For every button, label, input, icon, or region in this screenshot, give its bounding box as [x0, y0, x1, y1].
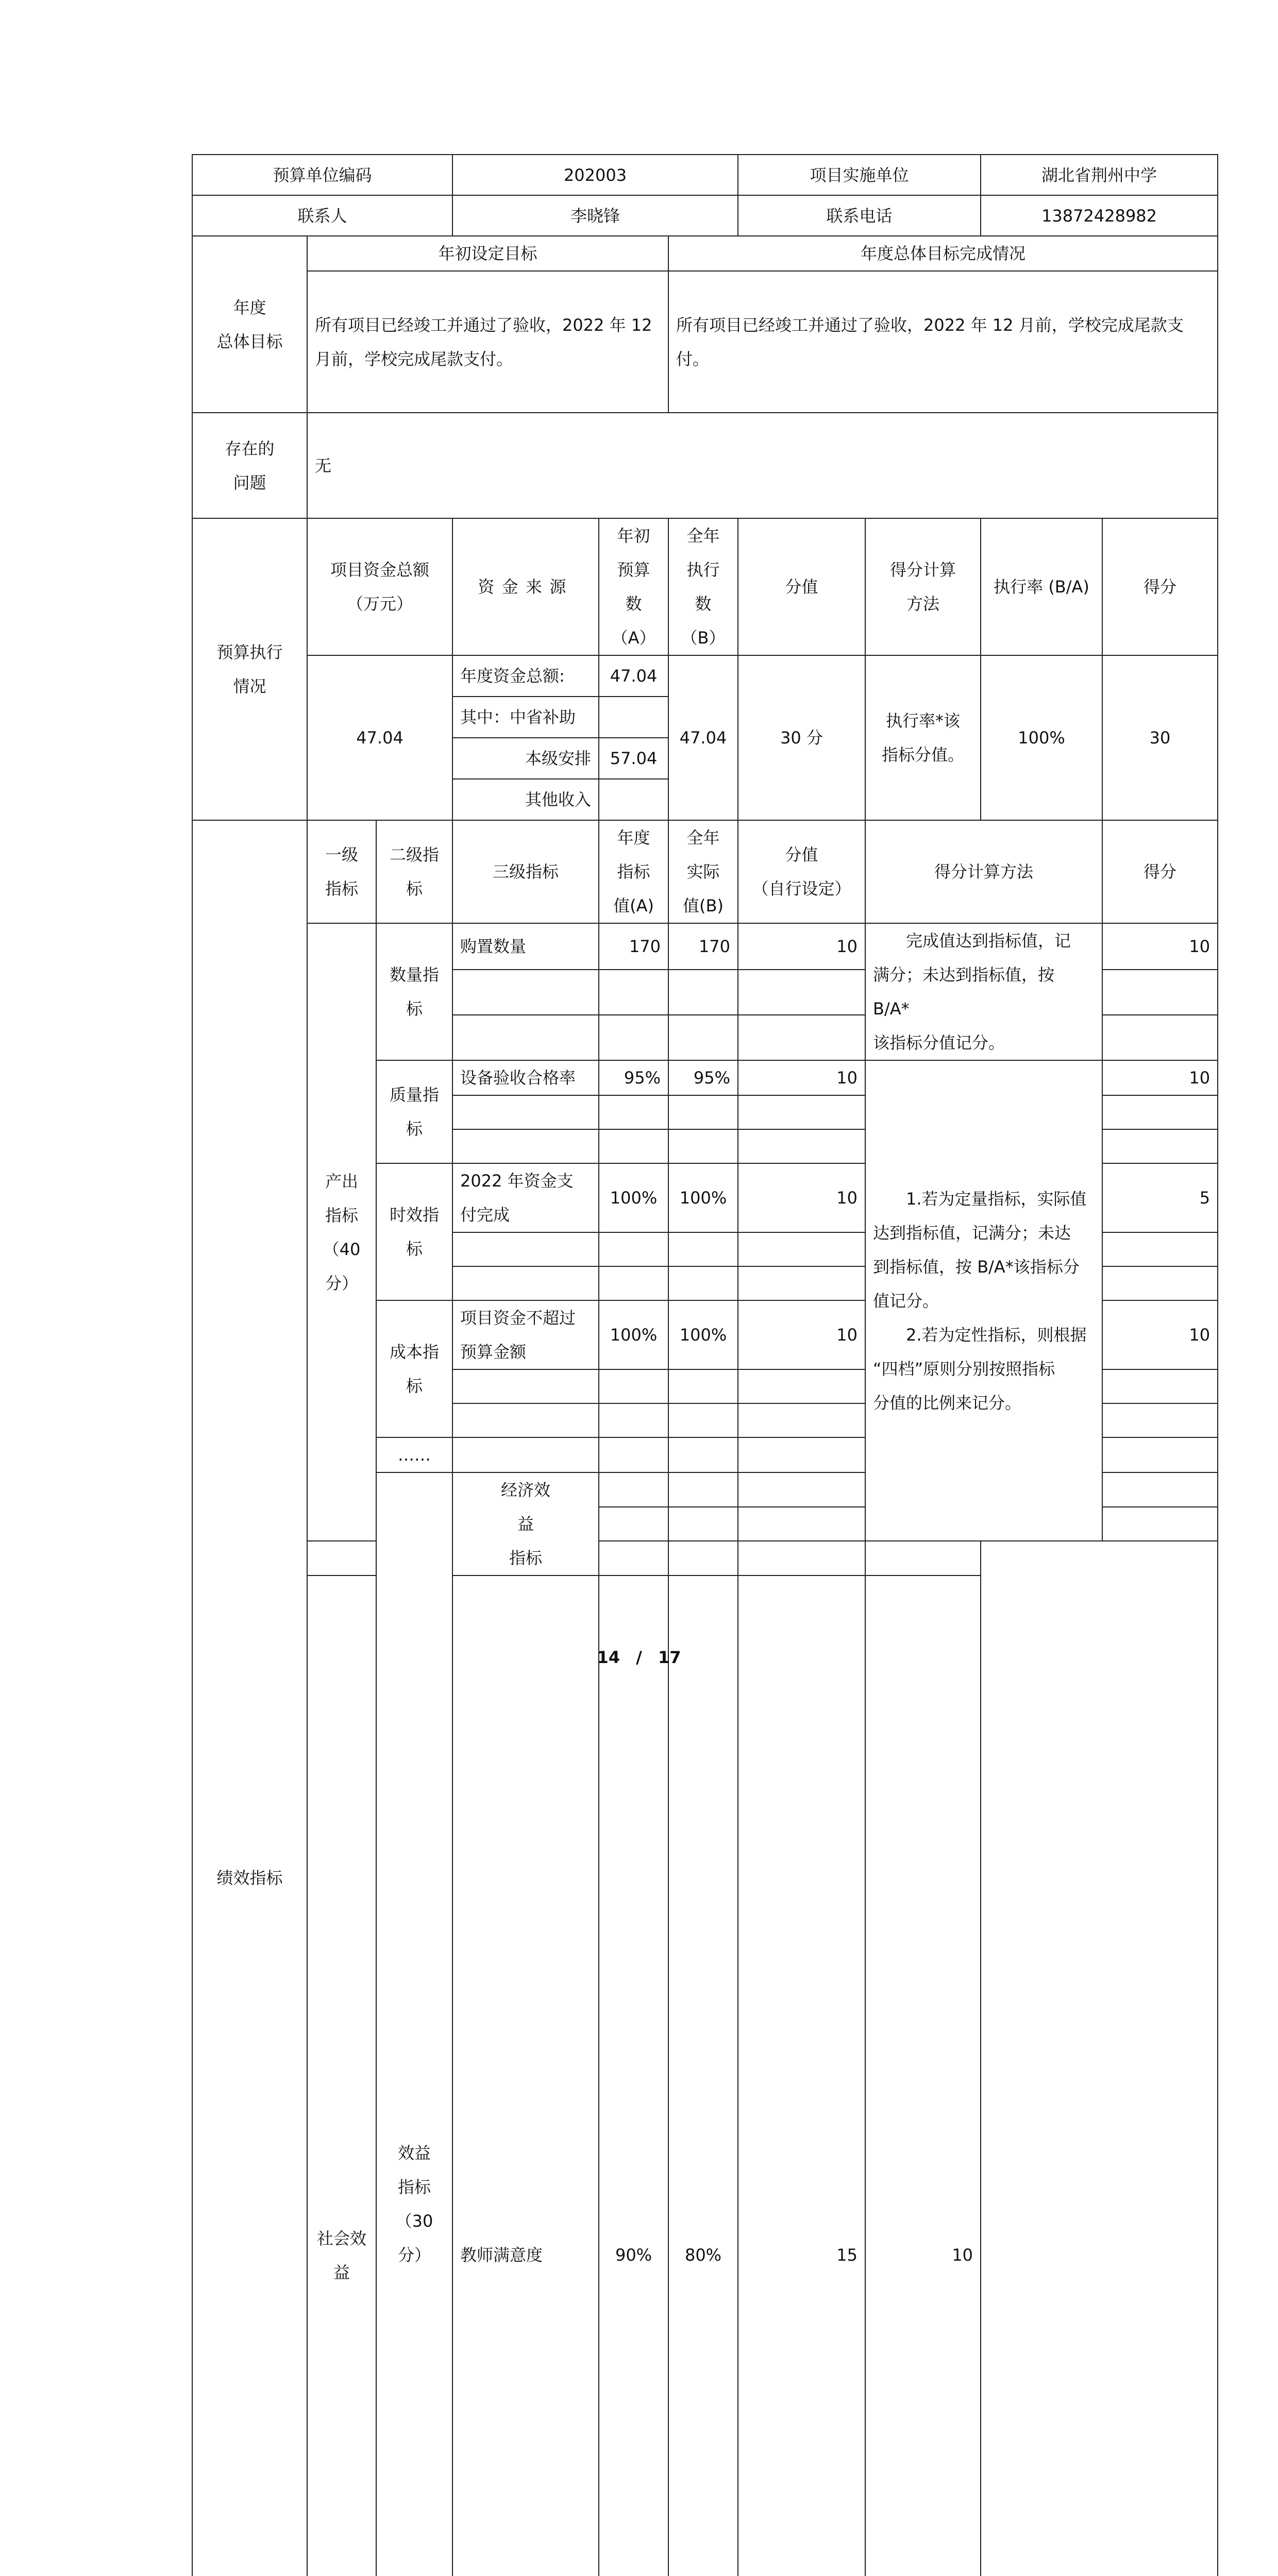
exec-rate: 100%: [981, 655, 1102, 820]
quantity-label: [376, 923, 452, 1060]
goal-section-label: [192, 236, 307, 413]
social-l2: 益: [333, 2263, 350, 2282]
col-score-value-header: 分值: [738, 518, 865, 655]
score-value: 30 分: [738, 655, 865, 820]
col-target-l2: 指标: [617, 862, 650, 882]
budget-method: [865, 655, 981, 820]
output-indicator-label: [307, 923, 376, 1541]
col-l3-header: 三级指标: [452, 820, 599, 923]
budget-score: 30: [1102, 655, 1218, 820]
col-budget-l3: 数: [625, 594, 642, 614]
col-actual-l2: 实际: [686, 862, 720, 882]
t-item-l2: 付完成: [460, 1205, 510, 1225]
output-method-l2: 达到指标值，记满分；未达: [873, 1223, 1071, 1243]
col-points-l1: 分值: [785, 845, 818, 865]
timeliness-l1: 时效指: [390, 1205, 440, 1225]
col-method-l2: 方法: [906, 594, 940, 614]
benefit-l3: （30: [395, 2211, 433, 2231]
cost-label: [376, 1300, 452, 1437]
output-method-l5: 2.若为定性指标，则根据: [906, 1325, 1087, 1345]
budget-code-label: 预算单位编码: [192, 155, 452, 195]
economic-l2: 益: [517, 1514, 534, 1534]
c-item: [452, 1300, 599, 1369]
col-l1-header: [307, 820, 376, 923]
initial-goal-text: 所有项目已经竣工并通过了验收，2022 年 12 月前，学校完成尾款支付。: [307, 271, 668, 413]
c-actual: 100%: [668, 1300, 738, 1369]
social-l1: 社会效: [316, 2229, 366, 2248]
q-method-l3: 该指标分值记分。: [873, 1033, 1005, 1053]
col-points-header: [738, 820, 865, 923]
phone-value: 13872428982: [981, 195, 1218, 236]
ql-score: 10: [1102, 1060, 1218, 1095]
s-actual: 80%: [668, 1575, 738, 2576]
c-points: 10: [738, 1300, 865, 1369]
c-score: 10: [1102, 1300, 1218, 1369]
output-method-l6: “四档”原则分别按照指标: [873, 1359, 1055, 1379]
t-points: 10: [738, 1163, 865, 1232]
col-source-header: 资金来源: [452, 518, 599, 655]
budget-code-value: 202003: [452, 155, 738, 195]
contact-value: 李晓锋: [452, 195, 738, 236]
economic-l3: 指标: [509, 1548, 543, 1568]
output-l4: 分）: [325, 1273, 358, 1293]
cost-l1: 成本指: [390, 1342, 440, 1362]
budget-method-l1: 执行率*该: [886, 711, 961, 731]
q-method-l1: 完成值达到指标值，记: [906, 931, 1071, 951]
budget-total: 47.04: [307, 655, 452, 820]
col-actual-l3: 值(B): [683, 896, 724, 916]
budget-label-line1: 预算执行: [216, 642, 283, 662]
q-target: 170: [599, 923, 668, 970]
quality-l2: 标: [406, 1119, 423, 1139]
ql-target: 95%: [599, 1060, 668, 1095]
col-l2-line1: 二级指: [390, 845, 440, 865]
problems-value: 无: [307, 413, 1218, 518]
t-actual: 100%: [668, 1163, 738, 1232]
impl-unit-value: 湖北省荆州中学: [981, 155, 1218, 195]
src-other-value: [599, 779, 668, 820]
c-item-l2: 预算金额: [460, 1342, 527, 1362]
col-perf-score-header: 得分: [1102, 820, 1218, 923]
completion-header: 年度总体目标完成情况: [668, 236, 1218, 271]
src-other-label: 其他收入: [452, 779, 599, 820]
col-total-header: [307, 518, 452, 655]
ellipsis-label: ……: [376, 1437, 452, 1472]
col-budget-l4: （A）: [611, 628, 656, 648]
quantity-l1: 数量指: [390, 965, 440, 985]
quality-label: [376, 1060, 452, 1163]
impl-unit-label: 项目实施单位: [738, 155, 981, 195]
budget-label-line2: 情况: [233, 676, 266, 696]
s-points: 15: [738, 1575, 865, 2576]
perf-section-label: 绩效指标: [192, 820, 307, 2576]
q-item: 购置数量: [452, 923, 599, 970]
col-l2-line2: 标: [406, 879, 423, 899]
col-exec-l3: 数: [695, 594, 712, 614]
output-l3: （40: [323, 1239, 361, 1259]
output-method: [865, 1060, 1102, 1541]
goal-label-line1: 年度: [233, 297, 266, 317]
ql-actual: 95%: [668, 1060, 738, 1095]
completion-text: 所有项目已经竣工并通过了验收，2022 年 12 月前，学校完成尾款支付。: [668, 271, 1218, 413]
col-budget-l1: 年初: [617, 526, 650, 546]
src-total-label: 年度资金总额:: [452, 655, 599, 697]
src-total-value: 47.04: [599, 655, 668, 697]
ql-points: 10: [738, 1060, 865, 1095]
initial-goal-header: 年初设定目标: [307, 236, 668, 271]
output-l2: 指标: [325, 1205, 358, 1225]
col-l1-line2: 指标: [325, 879, 358, 899]
col-exec-l2: 执行: [686, 560, 720, 580]
col-target-header: [599, 820, 668, 923]
q-points: 10: [738, 923, 865, 970]
benefit-indicator-label: [376, 1472, 452, 2576]
col-target-l1: 年度: [617, 828, 650, 848]
output-method-l4: 值记分。: [873, 1291, 939, 1311]
quality-l1: 质量指: [390, 1085, 440, 1105]
col-actual-l1: 全年: [686, 828, 720, 848]
s-target: 90%: [599, 1575, 668, 2576]
col-exec-l1: 全年: [686, 526, 720, 546]
col-total-line2: （万元）: [347, 594, 413, 614]
col-target-l3: 值(A): [613, 896, 654, 916]
t-item: [452, 1163, 599, 1232]
problems-label-line2: 问题: [233, 472, 266, 493]
col-actual-header: [668, 820, 738, 923]
col-exec-l4: （B）: [681, 628, 726, 648]
col-budget-l2: 预算: [617, 560, 650, 580]
performance-table: [192, 154, 1218, 2576]
q-score: 10: [1102, 923, 1218, 970]
economic-l1: 经济效: [501, 1480, 551, 1500]
col-l1-line1: 一级: [325, 845, 358, 865]
cost-l2: 标: [406, 1376, 423, 1396]
col-score-header: 得分: [1102, 518, 1218, 655]
s-score: 10: [865, 1575, 981, 2576]
t-score: 5: [1102, 1163, 1218, 1232]
col-method-header: 得分计算方法: [865, 820, 1102, 923]
output-l1: 产出: [325, 1171, 358, 1191]
page-current: 14: [597, 1648, 620, 1667]
page-separator: /: [636, 1648, 642, 1667]
q-method: [865, 923, 1102, 1060]
src-local-label: 本级安排: [452, 738, 599, 779]
page-number: [0, 1648, 1278, 1667]
q-actual: 170: [668, 923, 738, 970]
t-item-l1: 2022 年资金支: [460, 1171, 574, 1191]
col-l2-header: [376, 820, 452, 923]
output-method-l1: 1.若为定量指标，实际值: [906, 1189, 1087, 1209]
contact-label: 联系人: [192, 195, 452, 236]
timeliness-l2: 标: [406, 1239, 423, 1259]
src-local-value: 57.04: [599, 738, 668, 779]
col-budget-header: [599, 518, 668, 655]
ql-item: 设备验收合格率: [452, 1060, 599, 1095]
src-province-value: [599, 697, 668, 738]
benefit-l2: 指标: [398, 2177, 431, 2197]
output-method-l3: 到指标值，按 B/A*该指标分: [873, 1257, 1080, 1277]
problems-label: [192, 413, 307, 518]
col-exec-header: [668, 518, 738, 655]
output-method-l7: 分值的比例来记分。: [873, 1393, 1022, 1413]
col-total-line1: 项目资金总额: [330, 560, 430, 580]
quantity-l2: 标: [406, 999, 423, 1019]
q-method-l2: 满分；未达到指标值，按 B/A*: [873, 965, 1055, 1019]
c-target: 100%: [599, 1300, 668, 1369]
problems-label-line1: 存在的: [225, 438, 275, 459]
page-total: 17: [658, 1648, 681, 1667]
s-item: 教师满意度: [452, 1575, 599, 2576]
col-method-l1: 得分计算: [890, 560, 956, 580]
economic-label: [452, 1472, 599, 1575]
social-label: [307, 1575, 376, 2576]
col-method-header: [865, 518, 981, 655]
budget-section-label: [192, 518, 307, 820]
src-province-label: 其中：中省补助: [452, 697, 599, 738]
col-rate-header: 执行率 (B/A): [981, 518, 1102, 655]
budget-method-l2: 指标分值。: [882, 745, 965, 765]
benefit-l1: 效益: [398, 2143, 431, 2163]
goal-label-line2: 总体目标: [216, 331, 283, 351]
phone-label: 联系电话: [738, 195, 981, 236]
benefit-l4: 分）: [398, 2245, 431, 2265]
c-item-l1: 项目资金不超过: [460, 1308, 576, 1328]
timeliness-label: [376, 1163, 452, 1300]
exec-value: 47.04: [668, 655, 738, 820]
t-target: 100%: [599, 1163, 668, 1232]
col-points-l2: （自行设定）: [752, 879, 851, 899]
